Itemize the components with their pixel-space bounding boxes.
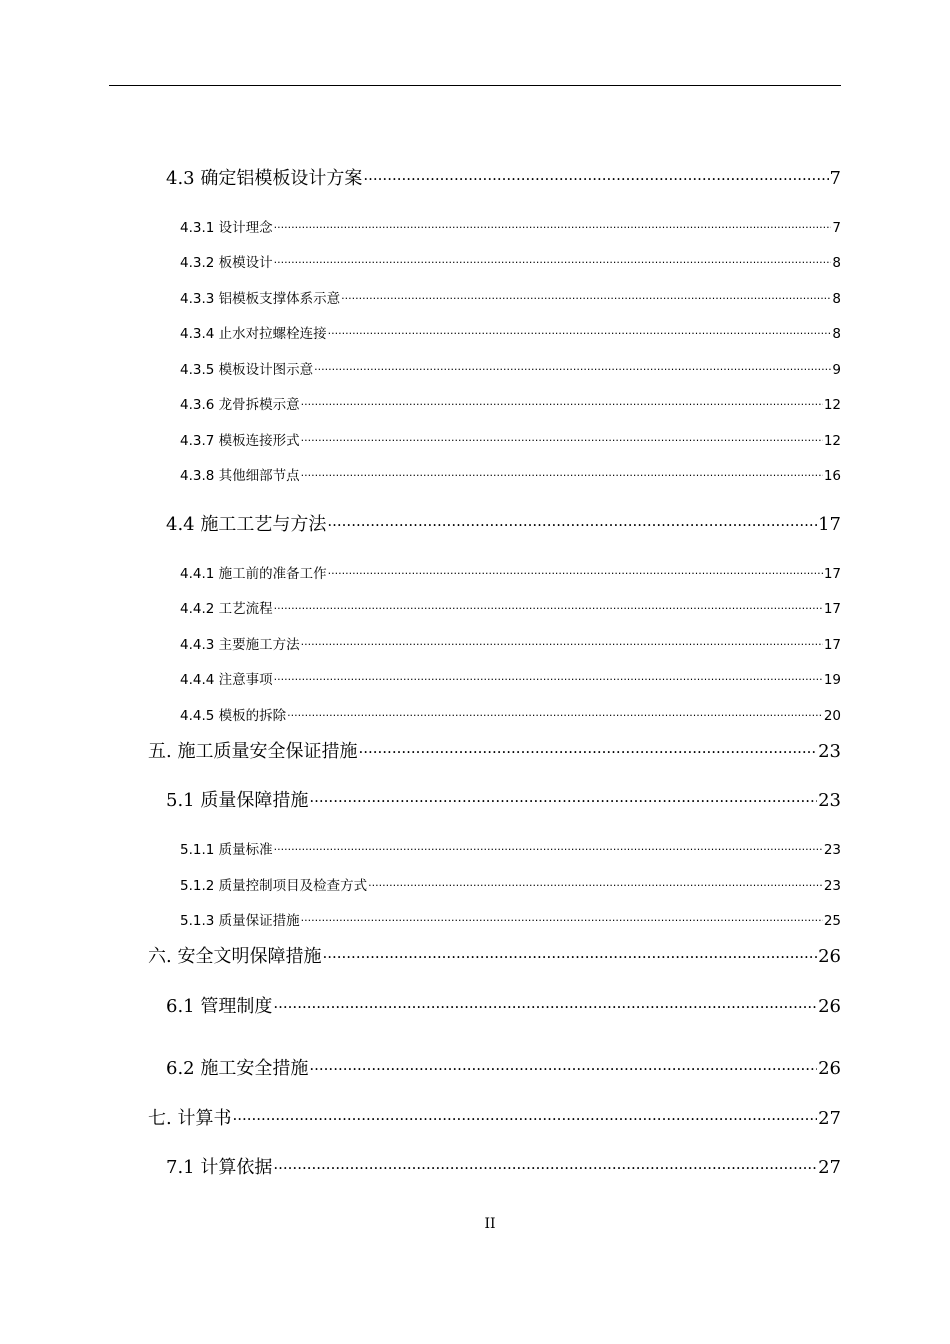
toc-entry[interactable] bbox=[180, 670, 841, 687]
toc-dot-leader bbox=[328, 564, 823, 578]
toc-entry-title: 7.1 计算依据 bbox=[166, 1157, 273, 1178]
toc-entry[interactable] bbox=[148, 1106, 841, 1128]
toc-entry[interactable] bbox=[180, 840, 841, 857]
toc-dot-leader bbox=[274, 840, 823, 854]
toc-dot-leader bbox=[274, 599, 823, 613]
toc-entry-title: 五. 施工质量安全保证措施 bbox=[148, 741, 358, 762]
toc-entry[interactable] bbox=[166, 788, 841, 810]
toc-dot-leader bbox=[232, 1106, 817, 1124]
toc-entry-page: 12 bbox=[823, 396, 841, 413]
toc-dot-leader bbox=[309, 1056, 817, 1074]
toc-dot-leader bbox=[327, 512, 817, 530]
toc-dot-leader bbox=[301, 635, 823, 649]
toc-entry[interactable] bbox=[180, 911, 841, 928]
toc-entry[interactable] bbox=[166, 512, 841, 534]
toc-entry-title: 6.2 施工安全措施 bbox=[166, 1058, 309, 1079]
toc-entry-page: 8 bbox=[832, 325, 841, 342]
toc-entry-page: 26 bbox=[818, 1058, 841, 1079]
toc-entry-page: 26 bbox=[818, 996, 841, 1017]
toc-entry[interactable] bbox=[180, 876, 841, 893]
toc-entry-title: 4.4.3 主要施工方法 bbox=[180, 636, 300, 653]
toc-entry-title: 4.3.2 板模设计 bbox=[180, 254, 273, 271]
toc-entry-page: 23 bbox=[823, 877, 841, 894]
toc-dot-leader bbox=[287, 706, 823, 720]
toc-entry[interactable] bbox=[166, 1056, 841, 1078]
toc-entry[interactable] bbox=[180, 289, 841, 306]
toc-entry[interactable] bbox=[180, 218, 841, 235]
toc-entry-title: 4.3.6 龙骨拆模示意 bbox=[180, 396, 300, 413]
toc-entry-page: 17 bbox=[823, 565, 841, 582]
toc-entry-title: 4.3 确定铝模板设计方案 bbox=[166, 168, 363, 189]
toc-entry-page: 17 bbox=[818, 514, 841, 535]
toc-entry[interactable] bbox=[148, 944, 841, 966]
toc-entry-title: 5.1.3 质量保证措施 bbox=[180, 912, 300, 929]
toc-entry-title: 4.3.8 其他细部节点 bbox=[180, 467, 300, 484]
toc-entry-page: 8 bbox=[832, 290, 841, 307]
toc-entry-title: 4.3.3 铝模板支撑体系示意 bbox=[180, 290, 341, 307]
toc-dot-leader bbox=[322, 944, 817, 962]
toc-entry-page: 7 bbox=[829, 168, 841, 189]
toc-entry[interactable] bbox=[166, 1155, 841, 1177]
toc-entry-page: 27 bbox=[818, 1108, 841, 1129]
toc-entry-page: 23 bbox=[823, 841, 841, 858]
toc-dot-leader bbox=[273, 994, 817, 1012]
toc-entry[interactable] bbox=[148, 739, 841, 761]
toc-entry[interactable] bbox=[180, 466, 841, 483]
toc-entry[interactable] bbox=[180, 253, 841, 270]
toc-dot-leader bbox=[274, 218, 832, 232]
toc-entry-page: 12 bbox=[823, 432, 841, 449]
toc-entry-page: 8 bbox=[832, 254, 841, 271]
toc-entry-title: 5.1.1 质量标准 bbox=[180, 841, 273, 858]
toc-entry-page: 20 bbox=[823, 707, 841, 724]
toc-dot-leader bbox=[358, 739, 817, 757]
toc-entry-title: 4.3.1 设计理念 bbox=[180, 219, 273, 236]
toc-entry-page: 23 bbox=[818, 741, 841, 762]
toc-dot-leader bbox=[301, 466, 823, 480]
toc-entry[interactable] bbox=[180, 395, 841, 412]
toc-dot-leader bbox=[363, 166, 828, 184]
toc-entry-title: 4.4.1 施工前的准备工作 bbox=[180, 565, 327, 582]
toc-entry[interactable] bbox=[180, 706, 841, 723]
toc-dot-leader bbox=[301, 431, 823, 445]
toc-entry-title: 5.1 质量保障措施 bbox=[166, 790, 309, 811]
toc-dot-leader bbox=[368, 876, 823, 890]
toc-entry-page: 23 bbox=[818, 790, 841, 811]
toc-entry[interactable] bbox=[180, 564, 841, 581]
toc-entry-title: 5.1.2 质量控制项目及检查方式 bbox=[180, 877, 368, 894]
toc-entry-page: 27 bbox=[818, 1157, 841, 1178]
toc-dot-leader bbox=[273, 1155, 817, 1173]
toc-entry[interactable] bbox=[166, 994, 841, 1016]
toc-dot-leader bbox=[274, 670, 823, 684]
toc-entry-page: 17 bbox=[823, 636, 841, 653]
page-number: II bbox=[484, 1216, 496, 1232]
toc-entry-title: 4.4.5 模板的拆除 bbox=[180, 707, 287, 724]
toc-entry-page: 17 bbox=[823, 600, 841, 617]
toc-entry[interactable] bbox=[180, 599, 841, 616]
toc-dot-leader bbox=[301, 395, 823, 409]
toc-entry[interactable] bbox=[180, 431, 841, 448]
toc-entry-page: 7 bbox=[832, 219, 841, 236]
toc-entry-title: 4.3.5 模板设计图示意 bbox=[180, 361, 314, 378]
toc-dot-leader bbox=[274, 253, 832, 267]
toc-dot-leader bbox=[341, 289, 831, 303]
toc-entry-title: 4.3.4 止水对拉螺栓连接 bbox=[180, 325, 327, 342]
toc-entry-title: 4.4.4 注意事项 bbox=[180, 671, 273, 688]
toc-dot-leader bbox=[328, 324, 832, 338]
toc-dot-leader bbox=[314, 360, 831, 374]
toc-entry-page: 9 bbox=[832, 361, 841, 378]
toc-entry-page: 26 bbox=[818, 946, 841, 967]
toc-entry-title: 七. 计算书 bbox=[148, 1108, 232, 1129]
toc-entry-page: 25 bbox=[823, 912, 841, 929]
toc-entry[interactable] bbox=[166, 166, 841, 188]
toc-entry[interactable] bbox=[180, 360, 841, 377]
toc-entry[interactable] bbox=[180, 324, 841, 341]
toc-entry-title: 六. 安全文明保障措施 bbox=[148, 946, 322, 967]
toc-entry-page: 19 bbox=[823, 671, 841, 688]
toc-entry-title: 4.4.2 工艺流程 bbox=[180, 600, 273, 617]
toc-entry[interactable] bbox=[180, 635, 841, 652]
toc-entry-title: 6.1 管理制度 bbox=[166, 996, 273, 1017]
toc-dot-leader bbox=[301, 911, 823, 925]
toc-dot-leader bbox=[309, 788, 817, 806]
toc-entry-page: 16 bbox=[823, 467, 841, 484]
toc-entry-title: 4.4 施工工艺与方法 bbox=[166, 514, 327, 535]
toc-entry-title: 4.3.7 模板连接形式 bbox=[180, 432, 300, 449]
